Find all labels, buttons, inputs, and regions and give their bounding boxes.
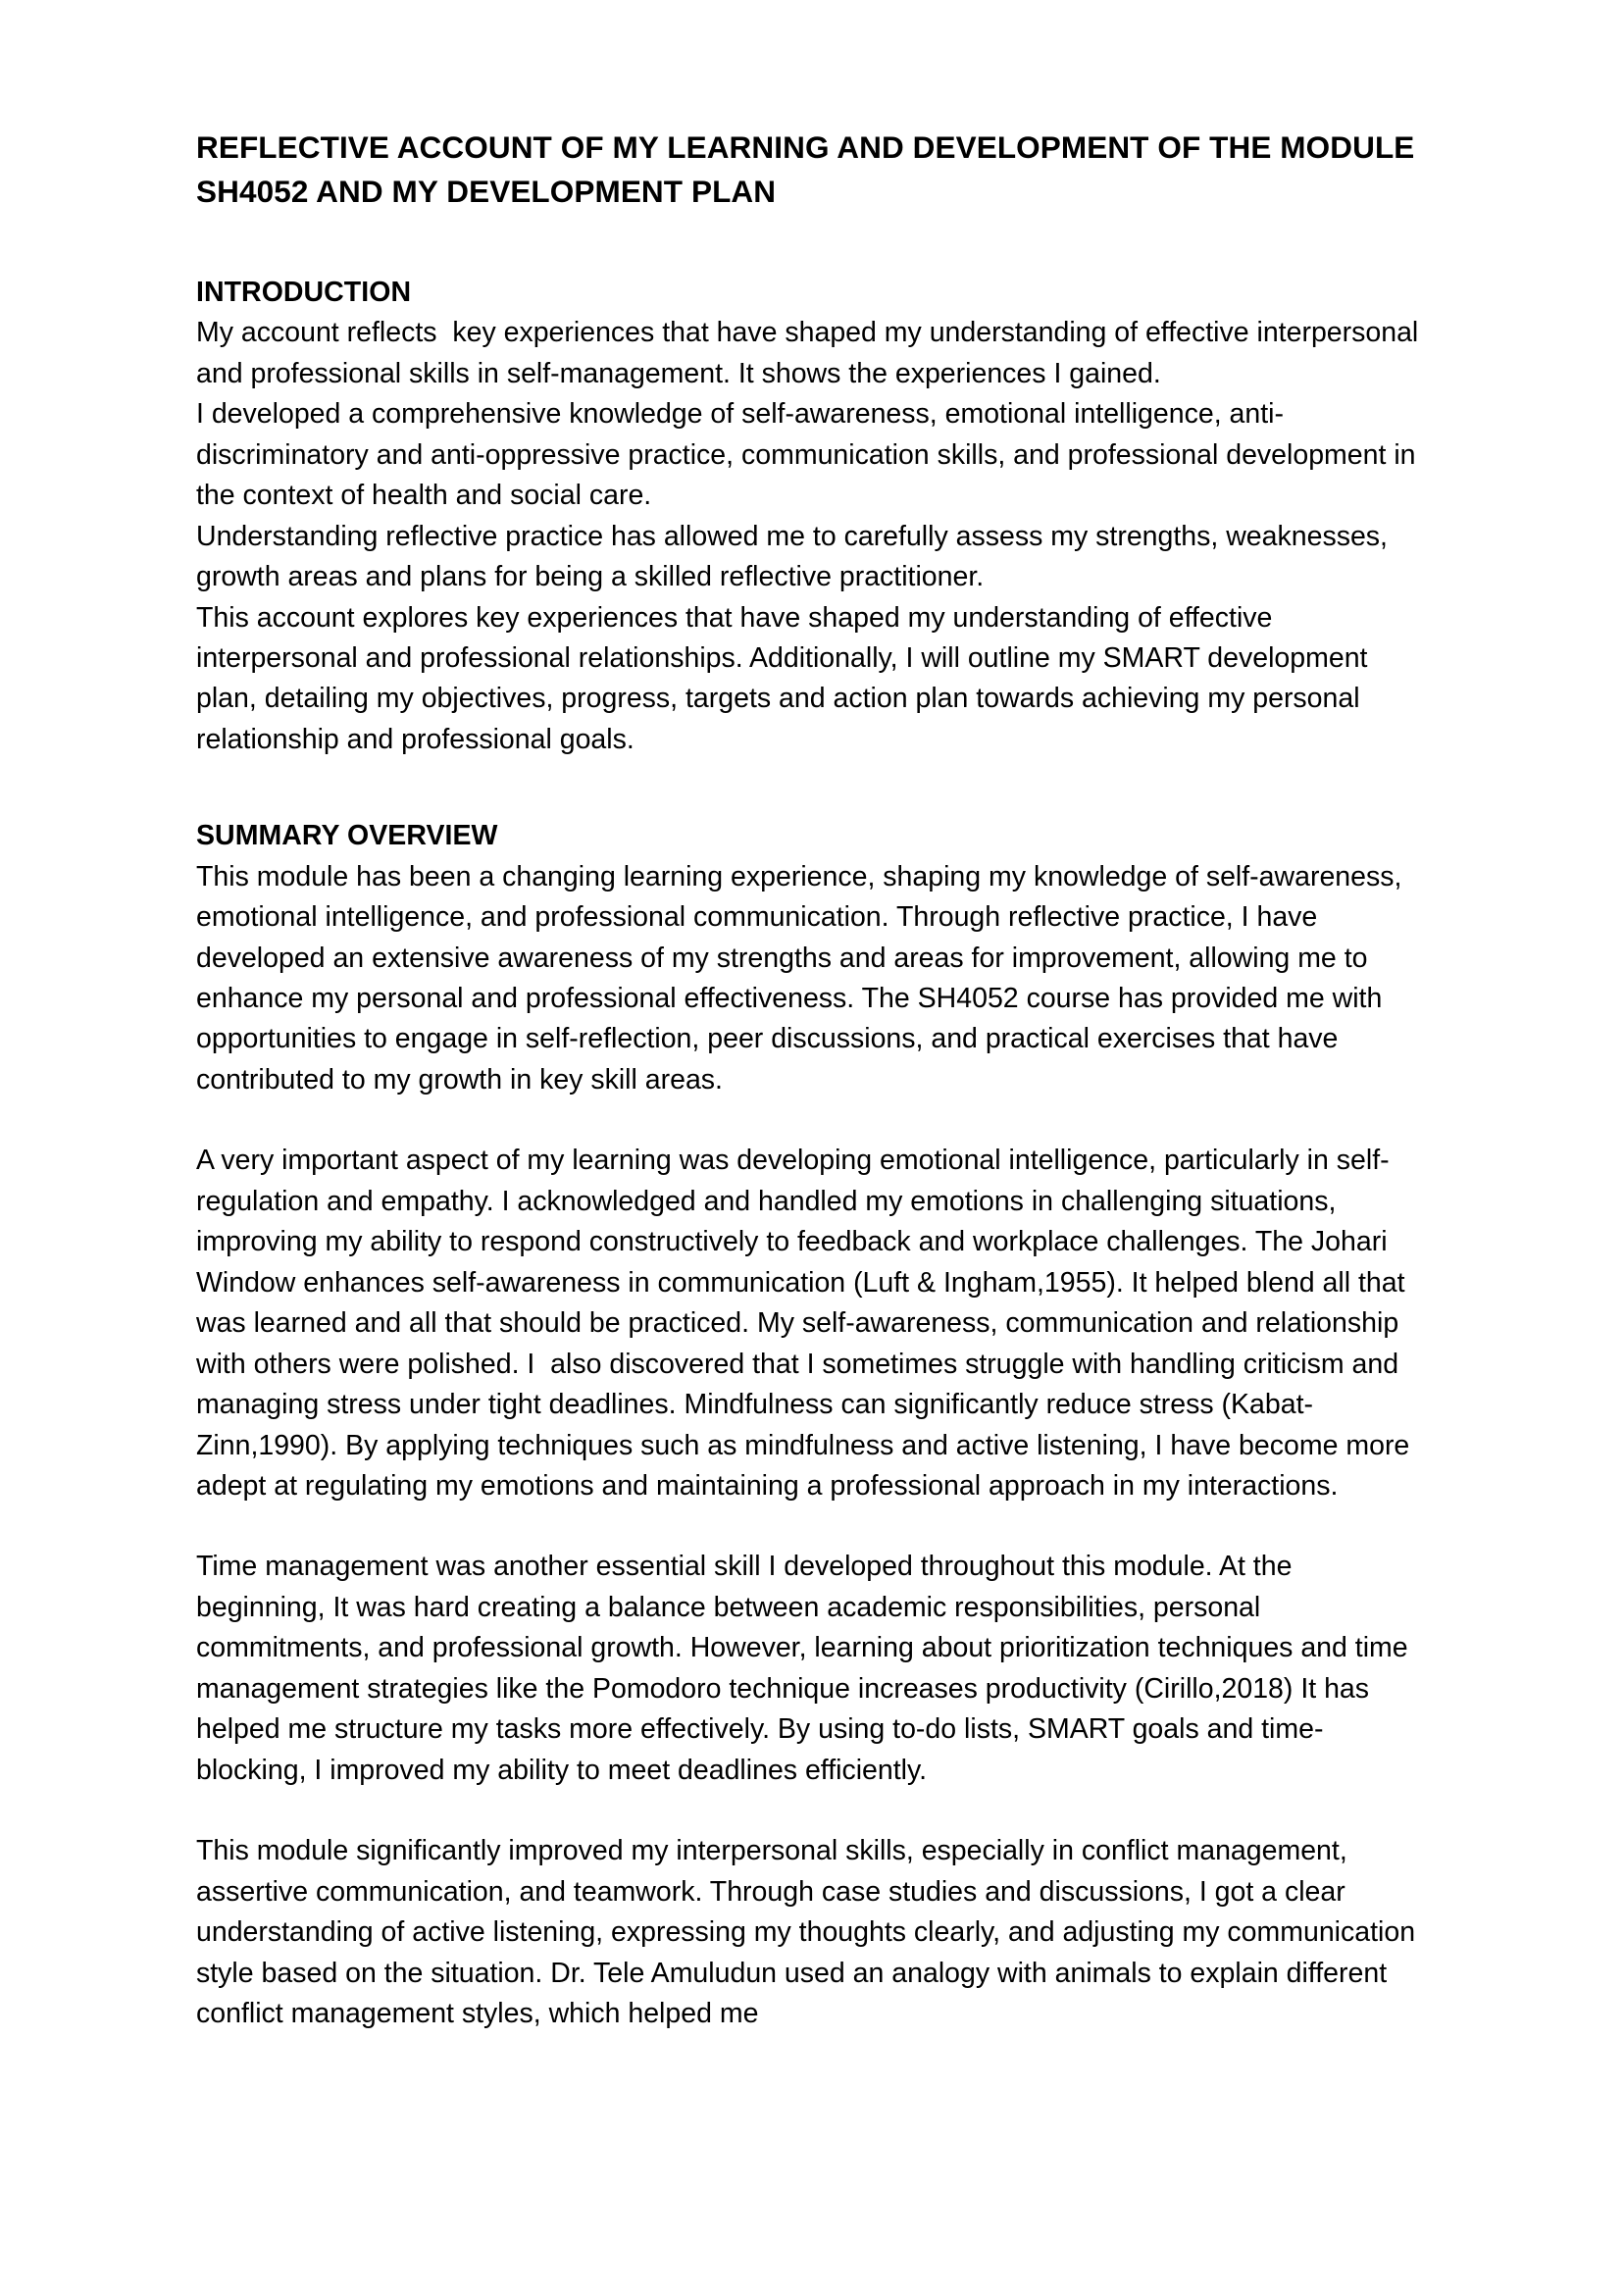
paragraph-summary-2: A very important aspect of my learning was developing emotional intelligence, particularly in self-regulation and empathy. I acknowledged and handled my emotions in challenging situations, improving my ability to respond constructively to feedback and workplace challenges. The Johari Window enhances self-awareness in communication (Luft & Ingham,1955). It helped blend all that was learned and all that should be practiced. My self-awareness, communication and relationship with others were polished. I also discovered that I sometimes struggle with handling criticism and managing stress under tight deadlines. Mindfulness can significantly reduce stress (Kabat-Zinn,1990). By applying techniques such as mindfulness and active listening, I have become more adept at regulating my emotions and maintaining a professional approach in my interactions. (196, 1145, 1418, 1503)
spacer-section (196, 760, 1428, 816)
spacer-title (196, 214, 1428, 273)
paragraph-summary-3: Time management was another essential skill I developed throughout this module. At the beginning, It was hard creating a balance between academic responsibilities, personal commitments, and professional growth. However, learning about prioritization techniques and time management strategies like the Pomodoro technique increases productivity (Cirillo,2018) It has helped me structure my tasks more effectively. By using to-do lists, SMART goals and time-blocking, I improved my ability to meet deadlines efficiently. (196, 1551, 1416, 1786)
spacer-paragraph-1 (196, 1100, 1428, 1141)
spacer-paragraph-2 (196, 1506, 1428, 1547)
section-heading-summary-overview: SUMMARY OVERVIEW (196, 820, 498, 852)
section-summary-overview (196, 816, 1428, 2034)
paragraph-intro-4: This account explores key experiences that have shaped my understanding of effective interpersonal and professional relationships. Additionally, I will outline my SMART development plan, detailing my objectives, progress, targets and action plan towards achieving my personal relationship and professional goals. (196, 601, 1376, 755)
paragraph-intro-1: My account reflects key experiences that have shaped my understanding of effective interpersonal and professional skills in self-management. It shows the experiences I gained. (196, 317, 1427, 389)
paragraph-summary-4: This module significantly improved my interpersonal skills, especially in conflict management, assertive communication, and teamwork. Through case studies and discussions, I got a clear understanding of active listening, expressing my thoughts clearly, and adjusting my communication style based on the situation. Dr. Tele Amuludun used an analogy with animals to explain different conflict management styles, which helped me (196, 1835, 1423, 2029)
paragraph-intro-3: Understanding reflective practice has allowed me to carefully assess my strengths, weaknesses, growth areas and plans for being a skilled reflective practitioner. (196, 520, 1396, 593)
section-introduction (196, 273, 1428, 760)
spacer-paragraph-3 (196, 1791, 1428, 1831)
page-title: REFLECTIVE ACCOUNT OF MY LEARNING AND DEVELOPMENT OF THE MODULE SH4052 AND MY DEVELOPMENT PLAN (196, 129, 1415, 210)
section-heading-introduction: INTRODUCTION (196, 277, 412, 309)
paragraph-intro-2: I developed a comprehensive knowledge of self-awareness, emotional intelligence, anti-discriminatory and anti-oppressive practice, communication skills, and professional development in the context of health and social care. (196, 398, 1424, 512)
paragraph-summary-1: This module has been a changing learning experience, shaping my knowledge of self-awareness, emotional intelligence, and professional communication. Through reflective practice, I have developed an extensive awareness of my strengths and areas for improvement, allowing me to enhance my personal and professional effectiveness. The SH4052 course has provided me with opportunities to engage in self-reflection, peer discussions, and practical exercises that have contributed to my growth in key skill areas. (196, 860, 1410, 1096)
